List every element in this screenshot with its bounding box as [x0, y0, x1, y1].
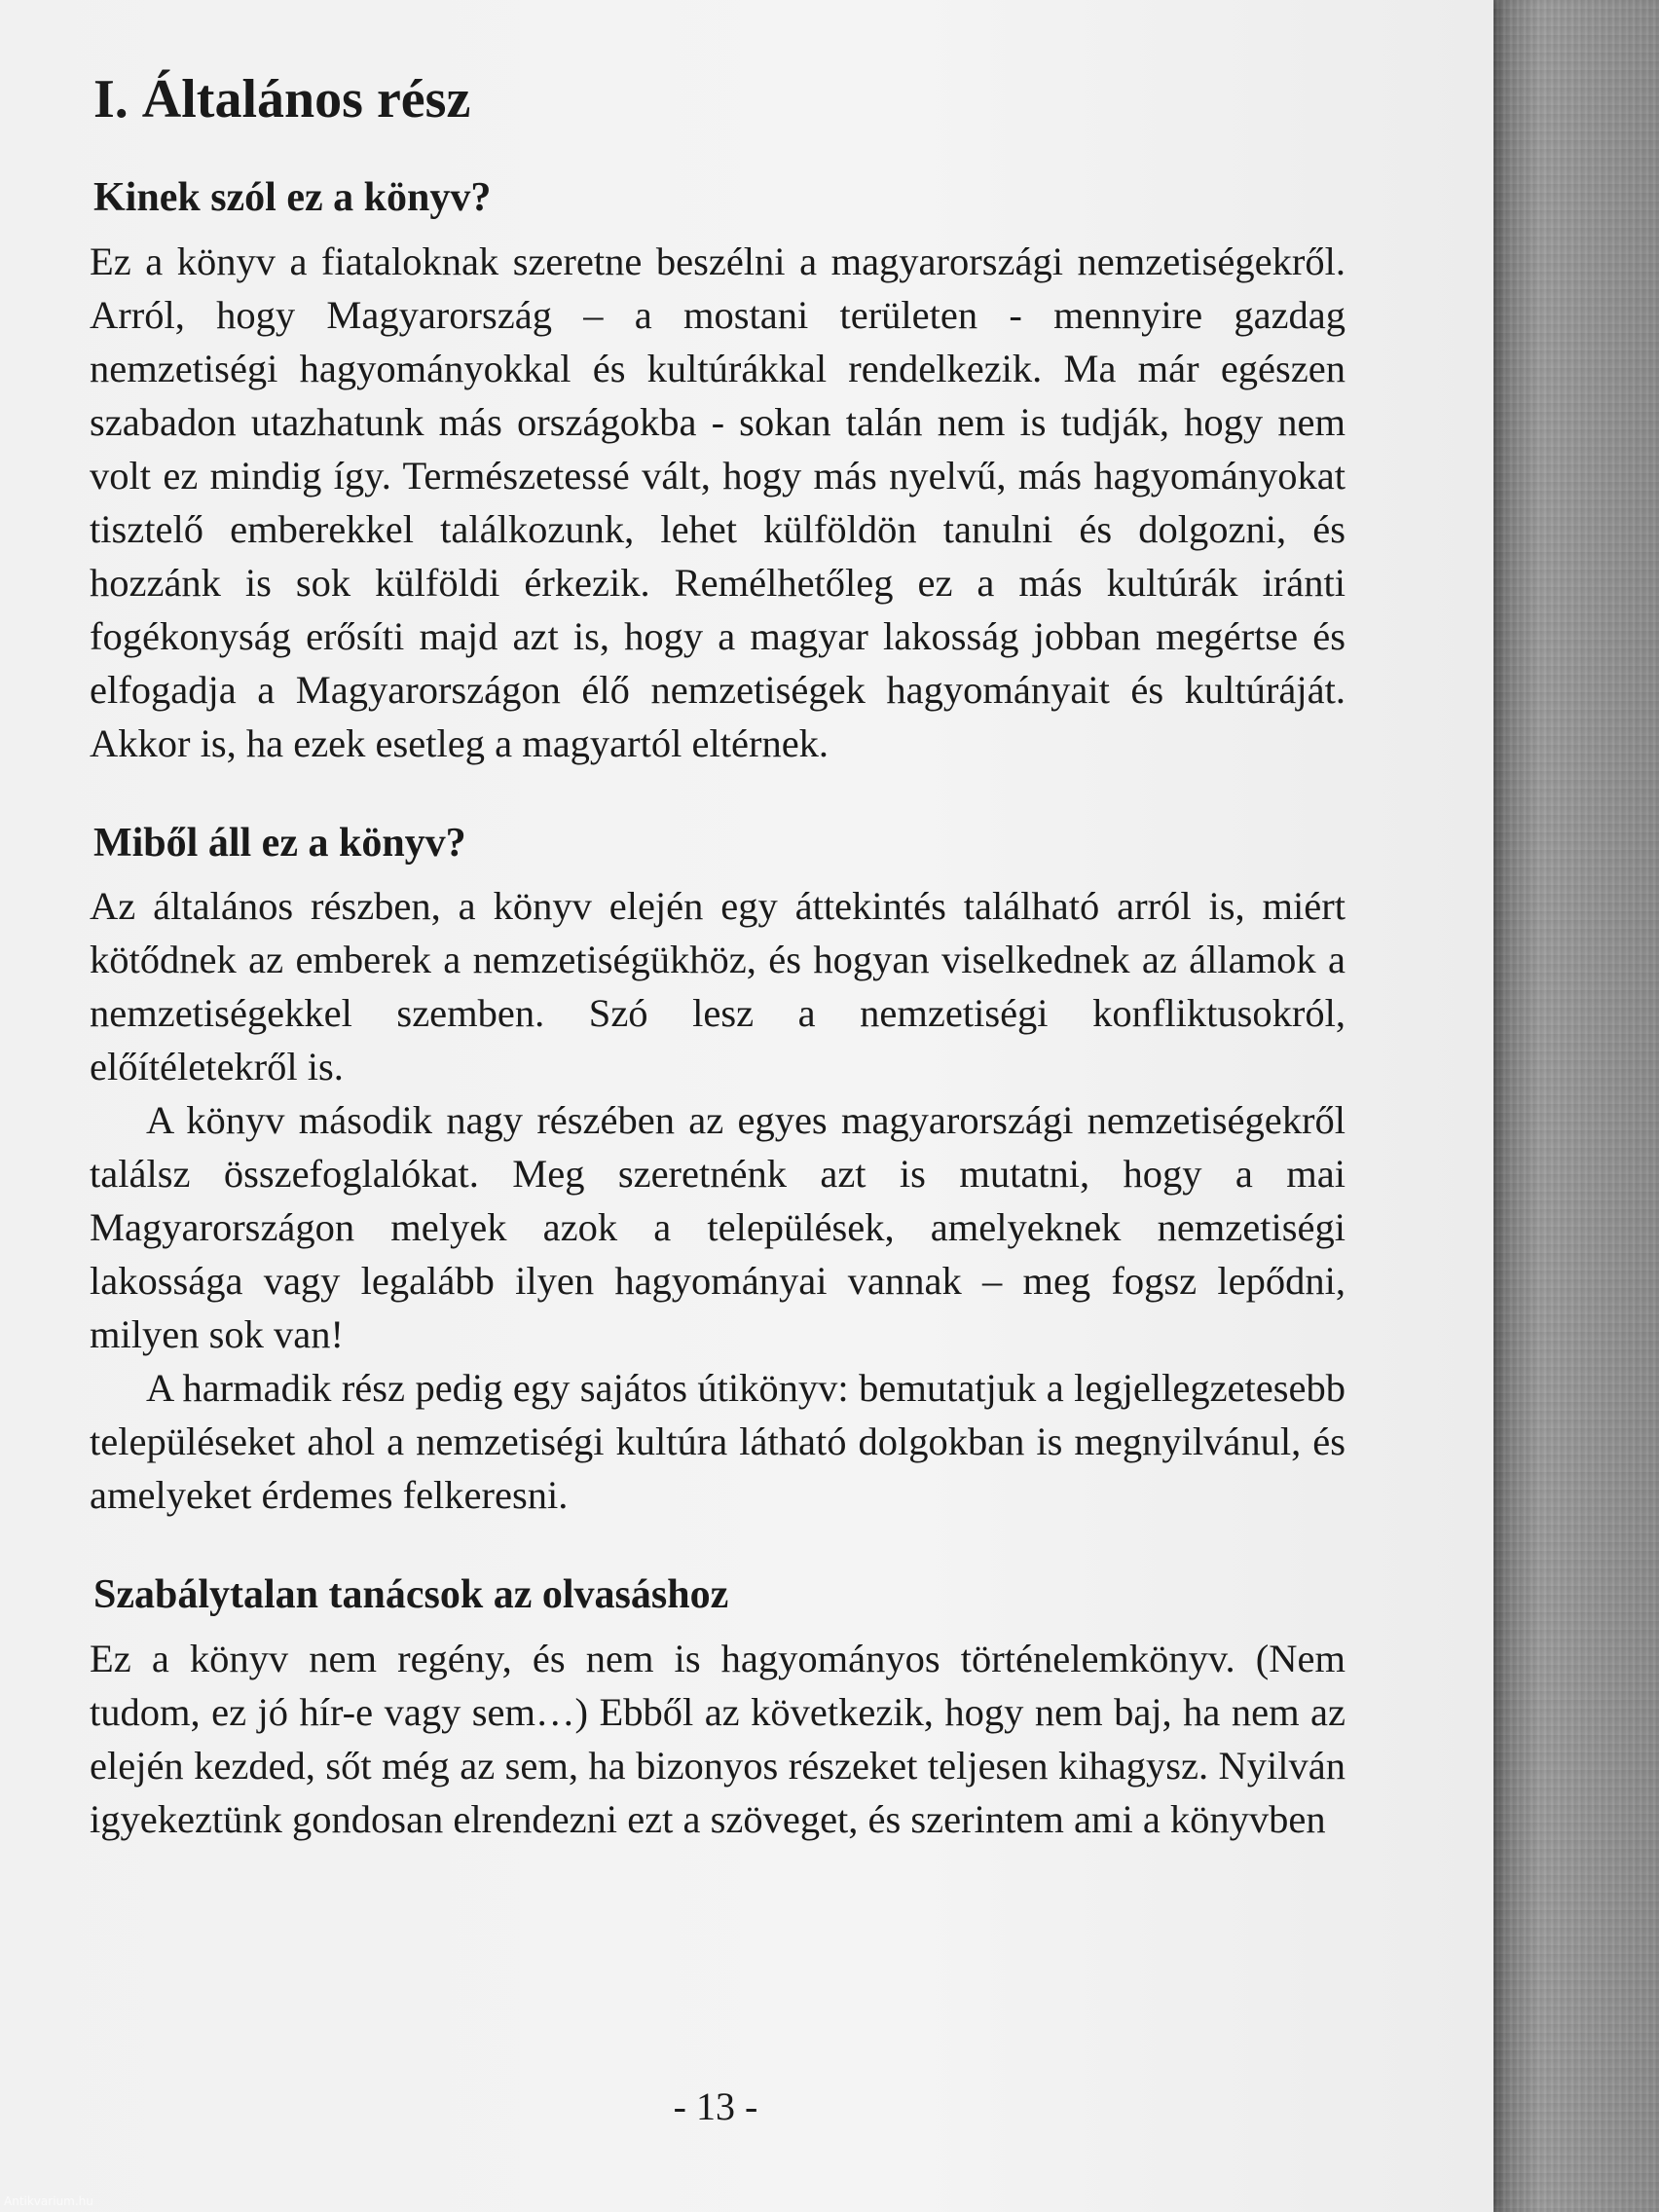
paragraph: Ez a könyv a fiataloknak szeretne beszélni a magyarországi nemzetiségekről. Arról, hogy Magyarország – a mostani területen - mennyire gazdag nemzetiségi hagyományokkal és kultúrákkal rendelkezik. Ma már egészen szabadon utazhatunk más országokba - sokan talán nem is tudják, hogy nem volt ez mindig így. Természetessé vált, hogy más nyelvű, más hagyományokat tisztelő emberekkel találkozunk, lehet külföldön tanulni és dolgozni, és hozzánk is sok külföldi érkezik. Remélhetőleg ez a más kultúrák iránti fogékonyság erősíti majd azt is, hogy a magyar lakosság jobban megértse és elfogadja a Magyarországon élő nemzetiségek hagyományait és kultúráját. Akkor is, ha ezek esetleg a magyartól eltérnek.: [90, 239, 1346, 765]
background-surface: [1490, 0, 1659, 2212]
section-reading-tips: [90, 1570, 1346, 1845]
section-heading: Miből áll ez a könyv?: [93, 820, 466, 866]
section-heading: Kinek szól ez a könyv?: [93, 175, 492, 221]
section-who-is-it-for: [90, 173, 1346, 769]
page-number: - 13 -: [673, 2084, 758, 2128]
paragraph: A könyv második nagy részében az egyes magyarországi nemzetiségekről találsz összefoglalókat. Meg szeretnénk azt is mutatni, hogy a mai Magyarországon melyek azok a települések, amelyeknek nemzetiségi lakossága vagy legalább ilyen hagyományai vannak – meg fogsz lepődni, milyen sok van!: [90, 1098, 1346, 1357]
paragraph: Ez a könyv nem regény, és nem is hagyományos történelemkönyv. (Nem tudom, ez jó hír-e vagy sem…) Ebből az következik, hogy nem baj, ha nem az elején kezded, sőt még az sem, ha bizonyos részeket teljesen kihagysz. Nyilván igyekeztünk gondosan elrendezni ezt a szöveget, és szerintem ami a könyvben: [90, 1636, 1346, 1841]
section-contents: [90, 819, 1346, 1522]
page-content: [90, 68, 1346, 1895]
section-heading: Szabálytalan tanácsok az olvasáshoz: [93, 1572, 729, 1618]
chapter-title: I. Általános rész: [93, 69, 471, 129]
watermark: Antikvarium.hu: [4, 2194, 93, 2208]
paragraph: A harmadik rész pedig egy sajátos útikönyv: bemutatjuk a legjellegzetesebb településeket ahol a nemzetiségi kultúra látható dolgokban is megnyilvánul, és amelyeket érdemes felkeresni.: [90, 1366, 1346, 1518]
paragraph: Az általános részben, a könyv elején egy áttekintés található arról is, miért kötődnek az emberek a nemzetiségükhöz, és hogyan viselkednek az államok a nemzetiségekkel szemben. Szó lesz a nemzetiségi konfliktusokról, előítéletekről is.: [90, 884, 1346, 1089]
